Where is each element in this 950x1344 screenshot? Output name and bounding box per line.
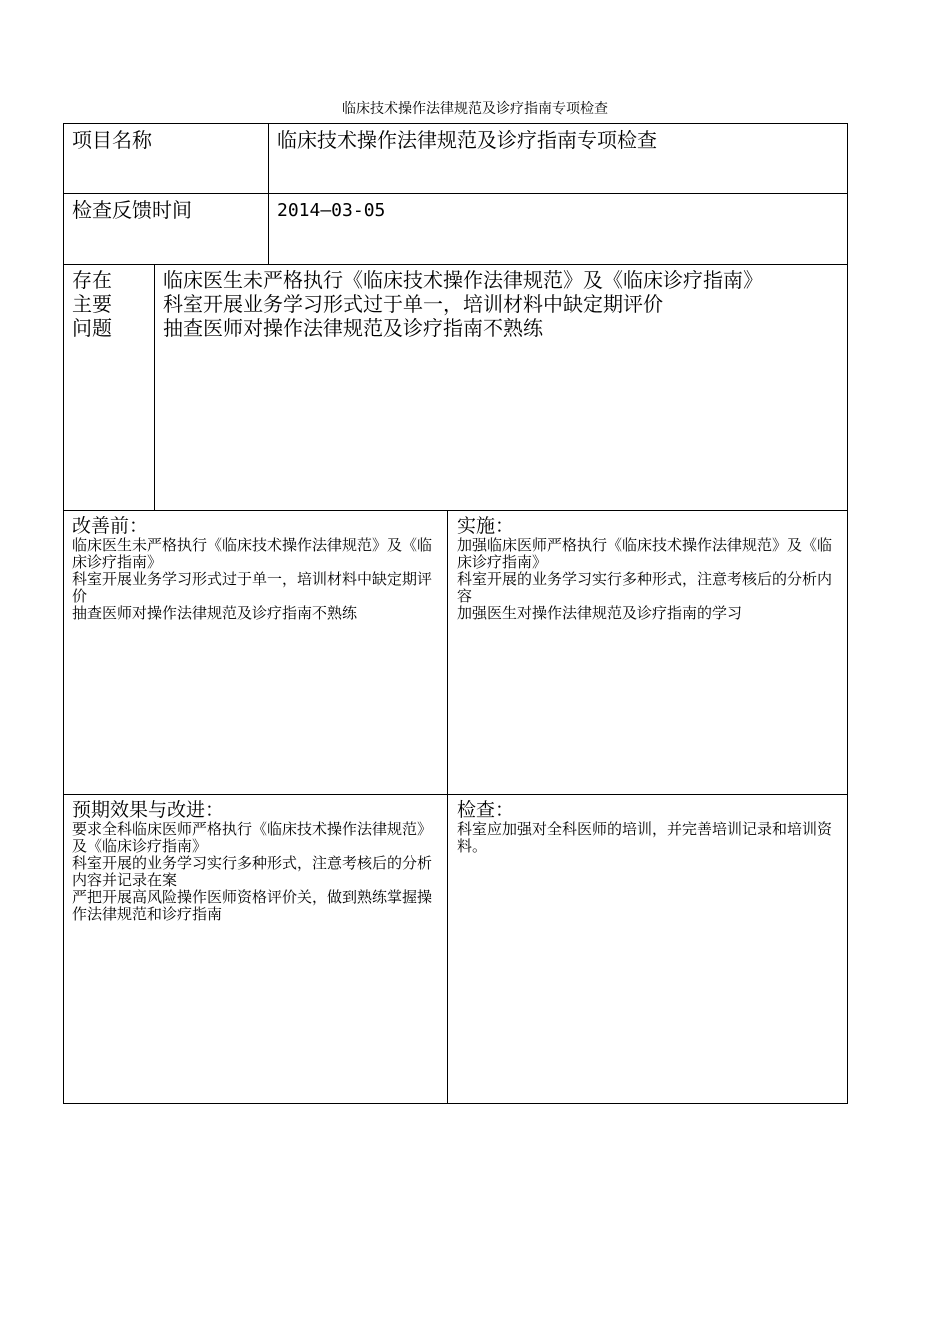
check-item: 科室应加强对全科医师的培训，并完善培训记录和培训资料。 [457,820,833,855]
problem-item: 临床医生未严格执行《临床技术操作法律规范》及《临床诊疗指南》 [163,268,763,292]
project-name-row [64,124,847,194]
before-implementation-row [64,511,847,795]
before-list [72,537,439,622]
document-header: 临床技术操作法律规范及诊疗指南专项检查 [342,101,608,117]
expected-item: 科室开展的业务学习实行多种形式，注意考核后的分析内容并记录在案 [72,854,433,889]
before-item: 科室开展业务学习形式过于单一，培训材料中缺定期评价 [72,570,433,605]
feedback-time-label: 检查反馈时间 [72,198,192,222]
check-cell [448,795,847,1103]
check-list [457,821,841,855]
project-name-value-cell [269,124,847,193]
inspection-form-table [63,123,848,1104]
implementation-list [457,537,841,622]
problem-item: 科室开展业务学习形式过于单一，培训材料中缺定期评价 [163,292,663,316]
feedback-time-value-cell [269,194,847,264]
implementation-item: 加强医生对操作法律规范及诊疗指南的学习 [457,604,743,622]
main-problems-row [64,265,847,511]
expected-list [72,821,439,923]
before-title: 改善前： [72,515,149,537]
expected-cell [64,795,448,1103]
before-item: 抽查医师对操作法律规范及诊疗指南不熟练 [72,604,358,622]
main-problems-label-line: 存在 [72,268,112,292]
implementation-item: 加强临床医师严格执行《临床技术操作法律规范》及《临床诊疗指南》 [457,536,833,571]
main-problems-label [72,268,112,340]
feedback-date-value: 2014—03-05 [277,200,386,221]
feedback-time-label-cell [64,194,269,264]
expected-item: 要求全科临床医师严格执行《临床技术操作法律规范》及《临床诊疗指南》 [72,820,433,855]
before-item: 临床医生未严格执行《临床技术操作法律规范》及《临床诊疗指南》 [72,536,433,571]
main-problems-label-cell [64,265,155,510]
project-name-value: 临床技术操作法律规范及诊疗指南专项检查 [277,128,657,152]
project-name-label: 项目名称 [72,128,152,152]
problem-item: 抽查医师对操作法律规范及诊疗指南不熟练 [163,316,543,340]
main-problems-content-cell [155,265,847,510]
expected-check-row [64,795,847,1103]
main-problems-label-line: 问题 [72,316,112,340]
feedback-time-row [64,194,847,265]
main-problems-label-line: 主要 [72,292,112,316]
check-title: 检查： [457,799,515,821]
before-cell [64,511,448,794]
expected-item: 严把开展高风险操作医师资格评价关，做到熟练掌握操作法律规范和诊疗指南 [72,888,433,923]
expected-title: 预期效果与改进： [72,799,225,821]
main-problems-list [163,268,835,340]
implementation-item: 科室开展的业务学习实行多种形式，注意考核后的分析内容 [457,570,833,605]
implementation-title: 实施： [457,515,515,537]
project-name-label-cell [64,124,269,193]
implementation-cell [448,511,847,794]
